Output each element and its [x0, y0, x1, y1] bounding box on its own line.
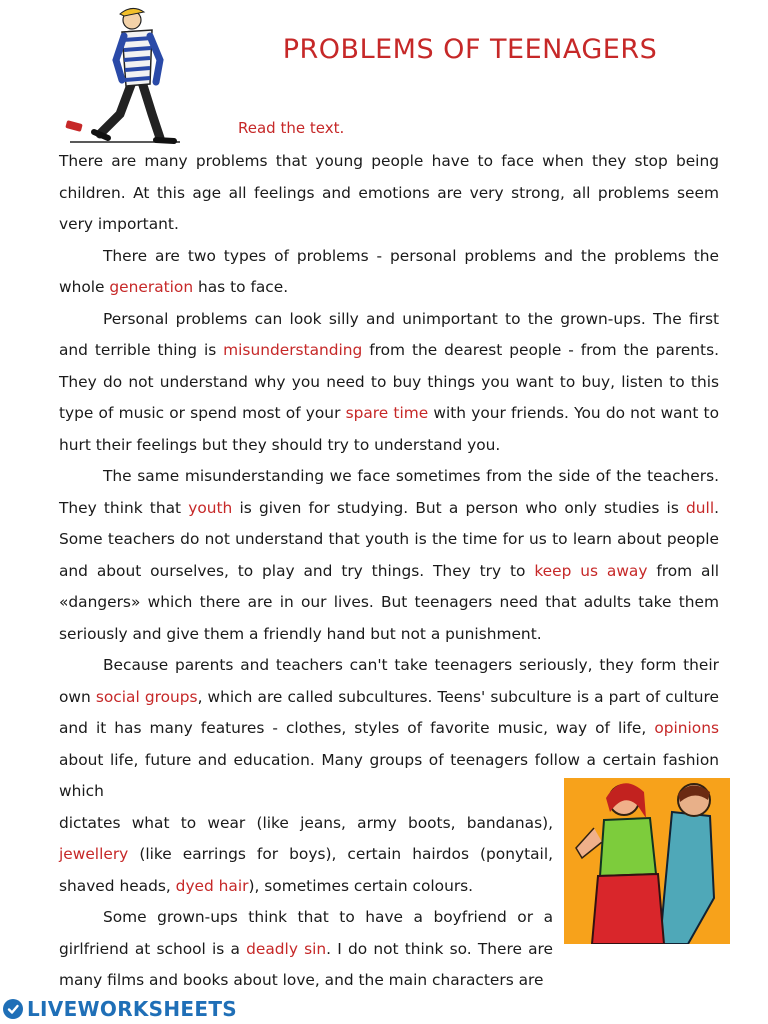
- vocabulary-highlight: youth: [188, 498, 233, 517]
- vocabulary-highlight: social groups: [95, 687, 198, 706]
- instruction-text: Read the text.: [238, 119, 345, 137]
- paragraph: [59, 650, 719, 808]
- vocabulary-highlight: jewellery: [59, 845, 129, 863]
- article-body: [59, 146, 719, 997]
- paragraph: [59, 241, 719, 304]
- vocabulary-highlight: misunderstanding: [223, 341, 363, 359]
- vocabulary-highlight: generation: [109, 278, 194, 296]
- text-segment: There are two types of problems - personal problems and the problems the whole: [59, 246, 719, 296]
- text-segment: Personal problems can look silly and unimportant to the grown-ups. The first and terrible thing is: [59, 309, 719, 359]
- text-segment: . I do not think so. There are many films and books about love, and the main characters are: [59, 939, 554, 989]
- text-segment: (like earrings for boys), certain hairdos (ponytail, shaved heads,: [59, 845, 553, 895]
- text-segment: Because parents and teachers can't take teenagers seriously, they form their own: [59, 656, 719, 706]
- paragraph: [59, 808, 553, 903]
- text-segment: from the dearest people - from the parents. They do not understand why you need to buy things you want to buy, listen to this type of music or spend most of your: [59, 341, 719, 422]
- text-segment: Some grown-ups think that to have a boyfriend or a girlfriend at school is a: [59, 908, 553, 958]
- text-segment: is given for studying. But a person who only studies is: [232, 498, 687, 517]
- paragraph: [59, 461, 719, 650]
- vocabulary-highlight: opinions: [654, 719, 719, 737]
- text-segment: ), sometimes certain colours.: [248, 876, 474, 895]
- vocabulary-highlight: spare time: [345, 404, 429, 422]
- page-title: PROBLEMS OF TEENAGERS: [282, 34, 658, 65]
- text-segment: dictates what to wear (like jeans, army boots, bandanas),: [59, 813, 553, 832]
- walking-teenager-illustration: [60, 4, 200, 146]
- text-segment: has to face.: [193, 278, 289, 296]
- vocabulary-highlight: dull: [686, 498, 715, 517]
- paragraph: [59, 902, 553, 997]
- text-segment: from all «dangers» which there are in our lives. But teenagers need that adults take them seriously and give them a friendly hand but not a punishment.: [59, 561, 720, 643]
- paragraph: [59, 146, 719, 241]
- vocabulary-highlight: deadly sin: [246, 939, 327, 958]
- paragraph: [59, 304, 719, 462]
- text-segment: with your friends. You do not want to hurt their feelings but they should try to understand you.: [59, 404, 720, 454]
- text-segment: about life, future and education. Many groups of teenagers follow a certain fashion which: [59, 750, 719, 800]
- liveworksheets-logo: [2, 996, 237, 1022]
- vocabulary-highlight: dyed hair: [175, 876, 249, 895]
- logo-text: LIVEWORKSHEETS: [27, 997, 238, 1021]
- wrapped-text-zone: [59, 808, 553, 997]
- vocabulary-highlight: keep us away: [534, 561, 648, 580]
- text-segment: . Some teachers do not understand that youth is the time for us to learn about people and about ourselves, to play and try things. They try to: [59, 498, 719, 580]
- liveworksheets-logo-icon: [2, 998, 24, 1020]
- text-segment: There are many problems that young people have to face when they stop being children. At this age all feelings and emotions are very strong, all problems seem very important.: [59, 152, 719, 233]
- text-segment: The same misunderstanding we face sometimes from the side of the teachers. They think that: [59, 467, 719, 517]
- text-segment: , which are called subcultures. Teens' subculture is a part of culture and it has many features - clothes, styles of favorite music, way of life,: [59, 687, 719, 737]
